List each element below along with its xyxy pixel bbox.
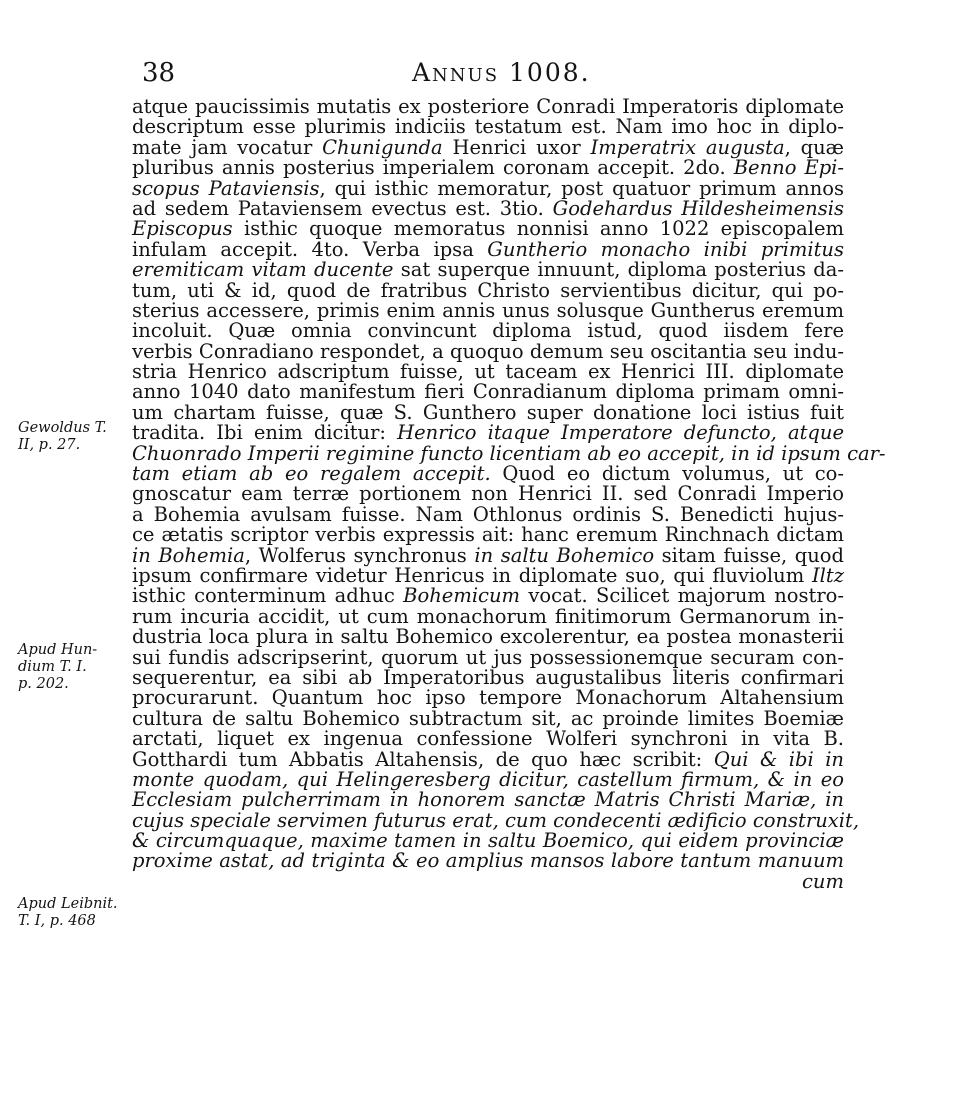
text-line [132,196,844,220]
text-run: incoluit. Quæ omnia convincunt diploma istud, quod iisdem fere [132,319,844,343]
text-run: tradita. Ibi enim dicitur: [132,421,398,445]
text-run: sat superque innuunt, diploma posterius da- [393,258,844,282]
text-run: atque paucissimis mutatis ex posteriore Conradi Imperatoris diplomate [132,95,844,118]
italic-run: monte quodam, qui Helingeresberg dicitur, castellum firmum, & in eo [132,767,844,791]
text-line [132,339,844,363]
italic-run: Henrico itaque Imperatore defuncto, atque [397,421,844,445]
italic-run: cum [802,869,844,893]
italic-run: Benno Epi- [733,156,845,180]
page-header [0,50,960,94]
text-line [132,382,844,402]
text-run: arctati, liquet ex ingenua confessione Wolferi synchroni in vita B. [132,727,844,751]
italic-run: scopus Pataviensis [132,176,320,200]
italic-run: Chuonrado Imperii regimine functo licentiam ab eo accepit, in id ipsum car- [132,441,886,465]
text-run: procurarunt. Quantum hoc ipso tempore Monachorum Altahensium [132,686,844,710]
text-line [132,464,844,484]
running-head: Annus 1008. [412,58,591,87]
text-run: , qui isthic memoratur, post quatuor primum annos [319,176,845,200]
text-run: Quod eo dictum volumus, ut co- [490,462,845,486]
text-run: , quæ [784,135,844,159]
margin-note-line: dium T. I. [18,659,87,675]
italic-run: eremiticam vitam ducente [132,258,394,282]
text-line [132,423,844,443]
text-run: isthic quoque memoratus nonnisi anno 1022 episcopalem [232,217,844,241]
margin-note-line: II, p. 27. [18,437,81,453]
text-line [132,729,844,749]
text-run: a Bohemia avulsam fuisse. Nam Othlonus ordinis S. Benedicti hujus- [132,502,844,526]
text-line [132,869,844,893]
text-line [132,627,844,647]
text-line [132,117,844,137]
text-line [132,219,844,239]
italic-run: Guntherio monacho inibi primitus [487,237,844,261]
italic-run: Ecclesiam pulcherrimam in honorem sanctæ Matris Christi Mariæ, in [132,788,844,812]
text-run: stria Henrico adscriptum fuisse, ut taceam ex Henrici III. diplomate [132,360,844,384]
text-run: descriptum esse plurimis indiciis testatum est. Nam imo hoc in diplo- [132,115,844,139]
text-run: vocat. Scilicet majorum nostro- [520,584,844,608]
text-line [132,747,844,771]
text-line [132,321,844,341]
text-line [132,400,844,424]
text-run: sitam fuisse, quod [654,543,845,567]
text-run: cultura de saltu Bohemico subtractum sit, ac proinde limites Boemiæ [132,706,844,730]
text-line [132,525,844,545]
text-run: anno 1040 dato manifestum fieri Conradianum diploma primam omni- [132,380,844,404]
text-line [132,441,886,465]
italic-run: Episcopus [132,217,233,241]
italic-run: & circumquaque, maxime tamen in saltu Boemico, qui eidem provinciæ [132,829,844,853]
italic-run: cujus speciale servimen futurus erat, cum condecenti ædificio construxit, [132,808,860,832]
text-run: rum incuria accidit, ut cum monachorum finitimorum Germanorum in- [132,604,844,628]
text-run: sui fundis adscripserint, quorum ut jus possessionemque securam con- [132,645,844,669]
text-line [132,604,844,628]
margin-note-line: p. 202. [18,676,69,692]
text-run: infulam accepit. 4to. Verba ipsa [132,237,488,261]
text-run: sterius accessere, primis enim annis unus solusque Guntherus eremum [132,298,844,322]
text-run: ce ætatis scriptor verbis expressis ait: hanc eremum Rinchnach dictam [132,523,844,547]
text-line [132,278,844,302]
italic-run: Iltz [811,563,844,587]
margin-note-line: Apud Leibnit. [18,896,118,912]
margin-note-line: T. I, p. 468 [18,913,96,929]
margin-note [18,642,128,693]
margin-note-line: Apud Hun- [18,642,98,658]
text-run: dustria loca plura in saltu Bohemico excolerentur, ea postea monasterii [132,625,844,649]
italic-run: Imperatrix augusta [590,135,785,159]
text-line [132,298,844,322]
text-line [132,645,844,669]
text-run: tum, uti & id, quod de fratribus Christo servientibus dicitur, qui po- [132,278,844,302]
text-line [132,831,844,851]
text-line [132,665,844,689]
text-line [132,362,844,382]
text-line [132,502,844,526]
italic-run: Chunigunda [322,135,443,159]
text-line [132,484,844,504]
margin-note [18,420,128,454]
text-run: ad sedem Pataviensem evectus est. 3tio. [132,196,553,220]
text-line [132,688,844,708]
text-line [132,543,845,567]
text-run: , Wolferus synchronus [244,543,475,567]
text-run: ipsum confirmare videtur Henricus in diplomate suo, qui fluviolum [132,563,812,587]
text-line [132,135,844,159]
text-line [132,563,844,587]
text-line [132,767,844,791]
italic-run: tam etiam ab eo regalem accepit. [132,462,491,486]
text-run: Gotthardi tum Abbatis Altahensis, de quo hæc scribit: [132,747,714,771]
italic-run: proxime astat, ad triginta & eo amplius mansos labore tantum manuum [132,849,844,873]
text-run: Henrici uxor [442,135,591,159]
page-number: 38 [142,58,176,88]
text-line [132,808,860,832]
text-line [132,237,844,261]
text-line [132,260,844,280]
italic-run: Godehardus Hildesheimensis [552,196,844,220]
margin-note-line: Gewoldus T. [18,420,107,436]
text-line [132,706,844,730]
text-run: um chartam fuisse, quæ S. Gunthero super donatione loci istius fuit [132,400,844,424]
text-line [132,97,844,117]
text-run: sequerentur, ea sibi ab Imperatoribus augustalibus literis confirmari [132,665,844,689]
text-run: isthic conterminum adhuc [132,584,404,608]
text-run: gnoscatur eam terræ portionem non Henrici II. sed Conradi Imperio [132,482,844,506]
text-line [132,851,844,871]
italic-run: Qui & ibi in [713,747,844,771]
text-run: verbis Conradiano respondet, a quoquo demum seu oscitantia seu indu- [132,339,844,363]
margin-note [18,896,128,930]
text-line [132,790,844,810]
text-line [132,586,844,606]
italic-run: in Bohemia [132,543,245,567]
text-run: pluribus annis posterius imperialem coronam accepit. 2do. [132,156,734,180]
text-line [132,176,845,200]
text-run: mate jam vocatur [132,135,323,159]
italic-run: in saltu Bohemico [474,543,655,567]
italic-run: Bohemicum [403,584,521,608]
text-line [132,158,844,178]
body-text [132,95,886,893]
